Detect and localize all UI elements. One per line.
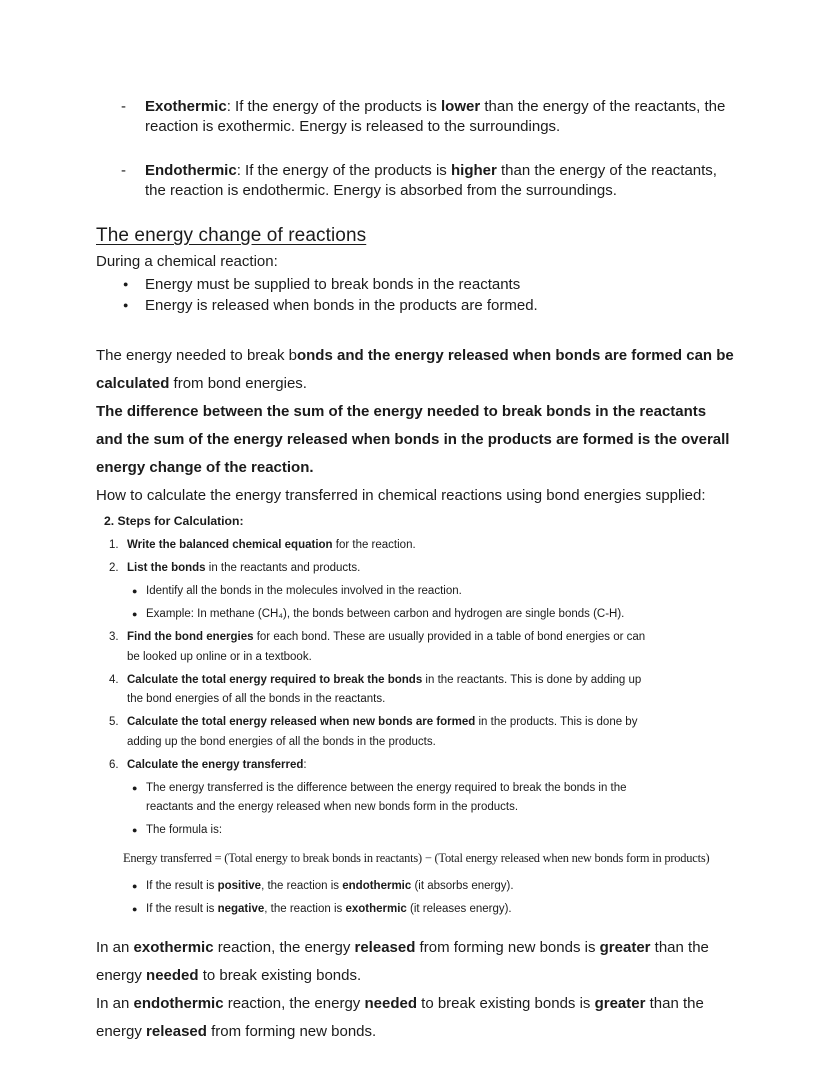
step-number: 3. <box>109 631 119 643</box>
intro-line: During a chemical reaction: <box>96 253 278 270</box>
small-bullet-icon: ● <box>132 825 138 835</box>
step-text: Calculate the energy transferred: <box>127 758 307 771</box>
step-item-6 <box>109 756 736 776</box>
dash-bullet-icon: - <box>121 162 126 179</box>
sub-bullet-item <box>132 821 736 841</box>
disc-bullet-icon: ● <box>123 279 129 289</box>
step-number: 4. <box>109 673 119 686</box>
steps-section <box>104 513 736 920</box>
list-item <box>123 295 736 316</box>
step-item-3 <box>109 628 736 667</box>
dash-bullet-icon: - <box>121 98 126 115</box>
conclusion-endothermic: In an endothermic reaction, the energy needed to break existing bonds is greater than the energy released from forming new bonds. <box>96 994 704 1040</box>
definition-list <box>121 97 736 201</box>
list-item <box>121 161 736 201</box>
step-text: Calculate the total energy required to break the bonds in the reactants. This is done by adding up the bond energies of all the bonds in the reactants. <box>127 673 642 705</box>
sub-bullet-text: Identify all the bonds in the molecules involved in the reaction. <box>146 585 462 597</box>
step-number: 2. <box>109 562 119 574</box>
conclusion-block <box>96 934 736 1046</box>
step-text: List the bonds in the reactants and products. <box>127 562 361 574</box>
step-number: 1. <box>109 539 119 551</box>
list-item <box>123 274 736 295</box>
section-heading: The energy change of reactions <box>96 225 367 246</box>
paragraph-how-to-calculate: How to calculate the energy transferred in chemical reactions using bond energies supplied: <box>96 487 706 504</box>
paragraph-block <box>96 342 736 510</box>
step-text: Find the bond energies for each bond. These are usually provided in a table of bond energies or can be looked up online or in a textbook. <box>127 631 646 663</box>
small-bullet-icon: ● <box>132 881 138 891</box>
sub-bullet-item <box>132 605 736 625</box>
sub-bullet-text: The energy transferred is the difference between the energy required to break the bonds in the reactants and the energy released when new bonds form in the products. <box>146 781 627 813</box>
step-text: Calculate the total energy released when new bonds are formed in the products. This is done by adding up the bond energies of all the bonds in the products. <box>127 716 638 748</box>
exothermic-definition: Exothermic: If the energy of the products is lower than the energy of the reactants, the reaction is exothermic. Energy is released to the surroundings. <box>145 98 726 135</box>
sub-bullet-item <box>132 877 736 897</box>
sub-bullet-text: Example: In methane (CH₄), the bonds between carbon and hydrogen are single bonds (C-H). <box>146 608 625 620</box>
step-item-1 <box>109 536 736 556</box>
step-item-2 <box>109 559 736 579</box>
bullet-text: Energy must be supplied to break bonds in the reactants <box>145 276 521 293</box>
reaction-bullet-list <box>123 274 736 316</box>
result-negative-text: If the result is negative, the reaction is exothermic (it releases energy). <box>146 903 512 915</box>
small-bullet-icon: ● <box>132 904 138 914</box>
step-text: Write the balanced chemical equation for the reaction. <box>127 539 416 551</box>
result-positive-text: If the result is positive, the reaction is endothermic (it absorbs energy). <box>146 880 514 892</box>
sub-bullet-item <box>132 900 736 920</box>
step-item-5 <box>109 713 736 752</box>
small-bullet-icon: ● <box>132 609 138 619</box>
paragraph-bond-energies: The energy needed to break bonds and the energy released when bonds are formed can be calculated from bond energies. <box>96 347 734 392</box>
list-item <box>121 97 736 137</box>
conclusion-exothermic: In an exothermic reaction, the energy released from forming new bonds is greater than the energy needed to break existing bonds. <box>96 938 709 984</box>
step-number: 5. <box>109 716 119 728</box>
step-number: 6. <box>109 758 119 771</box>
endothermic-definition: Endothermic: If the energy of the products is higher than the energy of the reactants, the reaction is endothermic. Energy is absorbed from the surroundings. <box>145 162 717 199</box>
steps-title: 2. Steps for Calculation: <box>104 514 244 528</box>
sub-bullet-text: The formula is: <box>146 824 223 836</box>
sub-bullet-item <box>132 582 736 602</box>
small-bullet-icon: ● <box>132 586 138 596</box>
step-item-4 <box>109 671 736 710</box>
bullet-text: Energy is released when bonds in the products are formed. <box>145 297 538 314</box>
paragraph-energy-difference: The difference between the sum of the energy needed to break bonds in the reactants and the sum of the energy released when bonds in the products are formed is the overall energy change of the reaction. <box>96 403 730 476</box>
energy-transferred-formula: Energy transferred = (Total energy to break bonds in reactants) − (Total energy released when new bonds form in products) <box>123 850 710 865</box>
sub-bullet-item <box>132 779 736 818</box>
disc-bullet-icon: ● <box>123 300 129 310</box>
small-bullet-icon: ● <box>132 782 138 793</box>
